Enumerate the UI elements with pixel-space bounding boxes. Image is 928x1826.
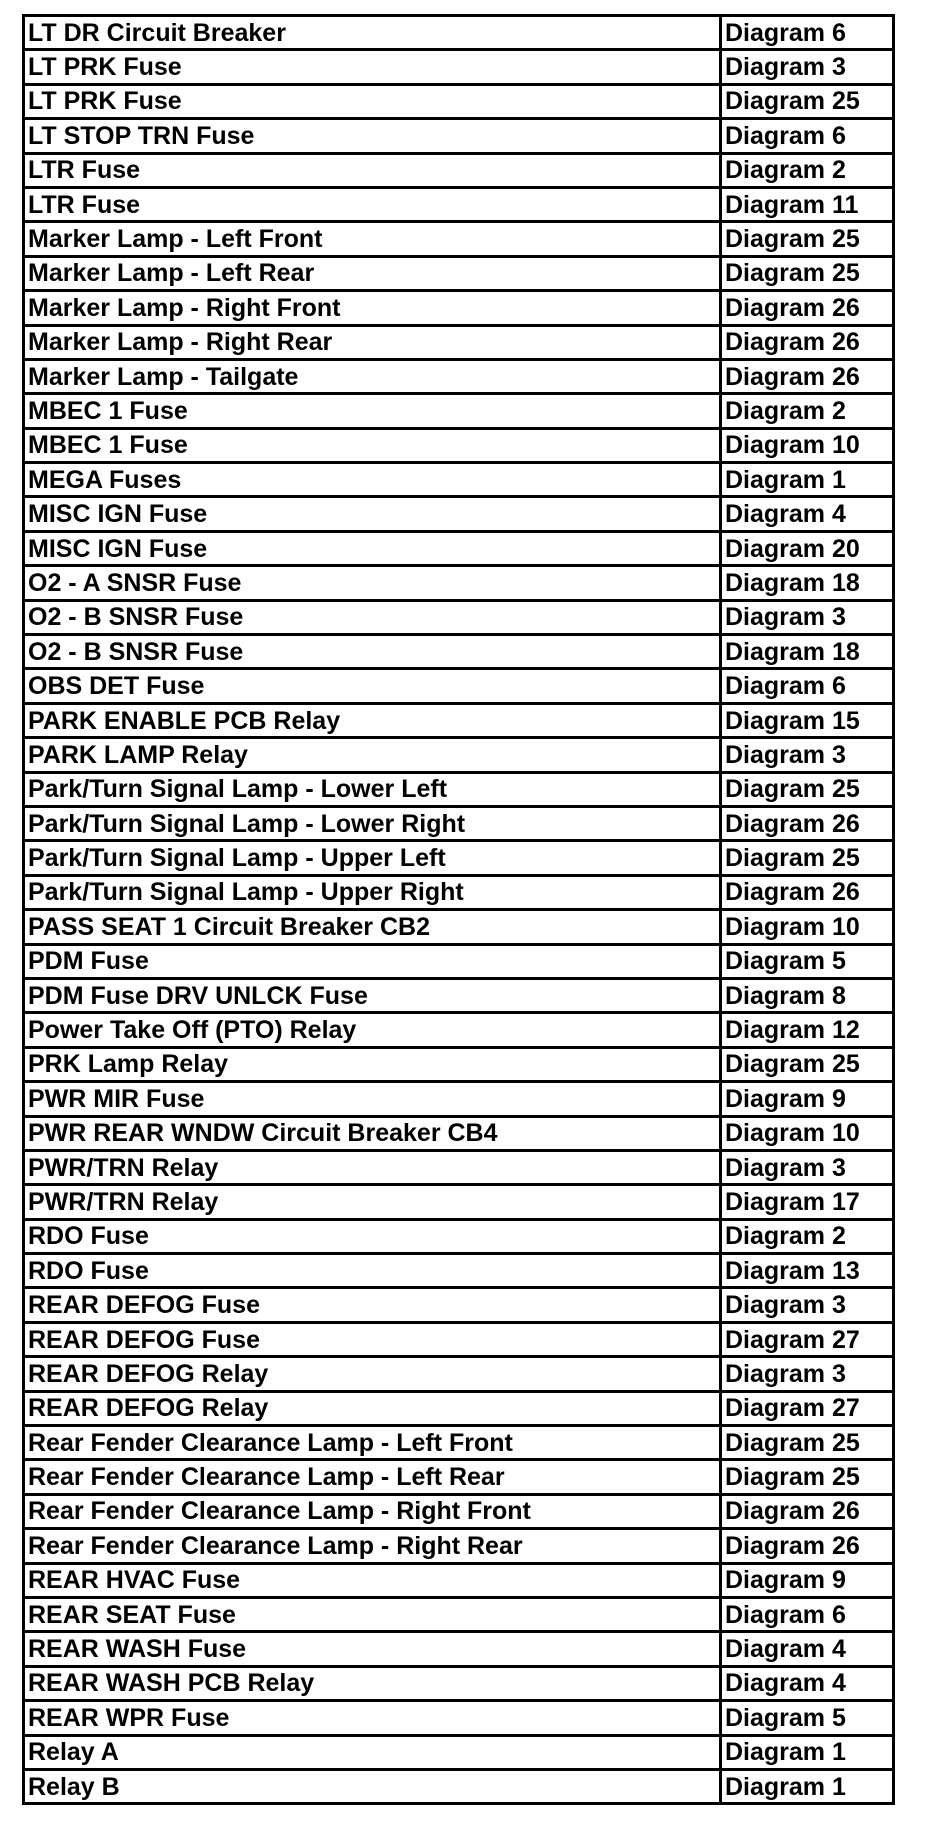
component-name-cell: Marker Lamp - Tailgate [24, 359, 721, 393]
diagram-reference-cell: Diagram 1 [721, 463, 894, 497]
table-row [24, 944, 894, 978]
diagram-reference-cell: Diagram 2 [721, 394, 894, 428]
table-row [24, 738, 894, 772]
diagram-reference-cell: Diagram 27 [721, 1322, 894, 1356]
diagram-reference-cell: Diagram 10 [721, 428, 894, 462]
diagram-reference-cell: Diagram 25 [721, 772, 894, 806]
component-index-table-wrapper [22, 14, 892, 1805]
table-row [24, 910, 894, 944]
diagram-reference-cell: Diagram 25 [721, 1460, 894, 1494]
diagram-reference-cell: Diagram 5 [721, 944, 894, 978]
table-row [24, 772, 894, 806]
component-name-cell: MEGA Fuses [24, 463, 721, 497]
diagram-reference-cell: Diagram 2 [721, 1219, 894, 1253]
table-row [24, 256, 894, 290]
component-name-cell: OBS DET Fuse [24, 669, 721, 703]
table-row [24, 1082, 894, 1116]
table-row [24, 119, 894, 153]
diagram-reference-cell: Diagram 3 [721, 50, 894, 84]
table-row [24, 875, 894, 909]
component-name-cell: REAR DEFOG Fuse [24, 1288, 721, 1322]
table-row [24, 703, 894, 737]
component-name-cell: Marker Lamp - Left Front [24, 222, 721, 256]
diagram-reference-cell: Diagram 13 [721, 1254, 894, 1288]
component-name-cell: Rear Fender Clearance Lamp - Right Rear [24, 1529, 721, 1563]
diagram-reference-cell: Diagram 6 [721, 119, 894, 153]
component-name-cell: RDO Fuse [24, 1254, 721, 1288]
table-row [24, 1357, 894, 1391]
table-row [24, 1460, 894, 1494]
diagram-reference-cell: Diagram 2 [721, 153, 894, 187]
diagram-reference-cell: Diagram 26 [721, 291, 894, 325]
component-name-cell: REAR DEFOG Relay [24, 1391, 721, 1425]
diagram-reference-cell: Diagram 6 [721, 1597, 894, 1631]
component-name-cell: LTR Fuse [24, 187, 721, 221]
component-name-cell: REAR WASH Fuse [24, 1632, 721, 1666]
diagram-reference-cell: Diagram 3 [721, 1150, 894, 1184]
table-row [24, 566, 894, 600]
table-row [24, 394, 894, 428]
diagram-reference-cell: Diagram 9 [721, 1082, 894, 1116]
component-name-cell: PDM Fuse [24, 944, 721, 978]
component-name-cell: Marker Lamp - Left Rear [24, 256, 721, 290]
component-name-cell: MBEC 1 Fuse [24, 428, 721, 462]
component-name-cell: REAR WASH PCB Relay [24, 1666, 721, 1700]
table-row [24, 1597, 894, 1631]
diagram-reference-cell: Diagram 26 [721, 325, 894, 359]
component-name-cell: MBEC 1 Fuse [24, 394, 721, 428]
table-row [24, 1632, 894, 1666]
component-name-cell: REAR HVAC Fuse [24, 1563, 721, 1597]
diagram-reference-cell: Diagram 12 [721, 1013, 894, 1047]
component-name-cell: Marker Lamp - Right Front [24, 291, 721, 325]
table-row [24, 669, 894, 703]
component-name-cell: PASS SEAT 1 Circuit Breaker CB2 [24, 910, 721, 944]
component-name-cell: Park/Turn Signal Lamp - Upper Right [24, 875, 721, 909]
table-row [24, 841, 894, 875]
table-row [24, 1047, 894, 1081]
component-name-cell: LT STOP TRN Fuse [24, 119, 721, 153]
table-row [24, 428, 894, 462]
table-row [24, 291, 894, 325]
component-name-cell: PDM Fuse DRV UNLCK Fuse [24, 978, 721, 1012]
component-name-cell: PARK LAMP Relay [24, 738, 721, 772]
component-name-cell: Relay A [24, 1735, 721, 1769]
component-name-cell: LT PRK Fuse [24, 84, 721, 118]
table-row [24, 1254, 894, 1288]
component-name-cell: PWR/TRN Relay [24, 1185, 721, 1219]
diagram-reference-cell: Diagram 3 [721, 600, 894, 634]
component-name-cell: LT DR Circuit Breaker [24, 16, 721, 50]
table-row [24, 359, 894, 393]
table-row [24, 1013, 894, 1047]
component-name-cell: LT PRK Fuse [24, 50, 721, 84]
diagram-reference-cell: Diagram 4 [721, 1632, 894, 1666]
component-name-cell: Park/Turn Signal Lamp - Lower Left [24, 772, 721, 806]
table-body [24, 16, 894, 1804]
table-row [24, 1322, 894, 1356]
table-row [24, 50, 894, 84]
diagram-reference-cell: Diagram 26 [721, 1529, 894, 1563]
diagram-reference-cell: Diagram 27 [721, 1391, 894, 1425]
component-name-cell: PWR/TRN Relay [24, 1150, 721, 1184]
table-row [24, 1150, 894, 1184]
table-row [24, 531, 894, 565]
table-row [24, 1426, 894, 1460]
table-row [24, 806, 894, 840]
component-name-cell: Park/Turn Signal Lamp - Upper Left [24, 841, 721, 875]
table-row [24, 1391, 894, 1425]
component-name-cell: PWR REAR WNDW Circuit Breaker CB4 [24, 1116, 721, 1150]
diagram-reference-cell: Diagram 26 [721, 1494, 894, 1528]
diagram-reference-cell: Diagram 10 [721, 1116, 894, 1150]
diagram-reference-cell: Diagram 9 [721, 1563, 894, 1597]
component-name-cell: O2 - A SNSR Fuse [24, 566, 721, 600]
table-row [24, 187, 894, 221]
component-name-cell: Rear Fender Clearance Lamp - Right Front [24, 1494, 721, 1528]
diagram-reference-cell: Diagram 15 [721, 703, 894, 737]
component-name-cell: REAR DEFOG Relay [24, 1357, 721, 1391]
component-name-cell: O2 - B SNSR Fuse [24, 635, 721, 669]
component-name-cell: MISC IGN Fuse [24, 531, 721, 565]
table-row [24, 463, 894, 497]
component-name-cell: Relay B [24, 1769, 721, 1803]
table-row [24, 1769, 894, 1803]
table-row [24, 1185, 894, 1219]
component-name-cell: PARK ENABLE PCB Relay [24, 703, 721, 737]
component-name-cell: O2 - B SNSR Fuse [24, 600, 721, 634]
table-row [24, 1529, 894, 1563]
table-row [24, 635, 894, 669]
component-name-cell: PRK Lamp Relay [24, 1047, 721, 1081]
diagram-reference-cell: Diagram 17 [721, 1185, 894, 1219]
component-name-cell: Rear Fender Clearance Lamp - Left Rear [24, 1460, 721, 1494]
table-row [24, 153, 894, 187]
component-name-cell: Park/Turn Signal Lamp - Lower Right [24, 806, 721, 840]
diagram-reference-cell: Diagram 8 [721, 978, 894, 1012]
diagram-reference-cell: Diagram 1 [721, 1769, 894, 1803]
component-name-cell: Power Take Off (PTO) Relay [24, 1013, 721, 1047]
diagram-reference-cell: Diagram 25 [721, 1047, 894, 1081]
table-row [24, 1116, 894, 1150]
table-row [24, 222, 894, 256]
diagram-reference-cell: Diagram 5 [721, 1701, 894, 1735]
diagram-reference-cell: Diagram 25 [721, 841, 894, 875]
diagram-reference-cell: Diagram 3 [721, 738, 894, 772]
table-row [24, 1701, 894, 1735]
table-row [24, 1219, 894, 1253]
diagram-reference-cell: Diagram 25 [721, 84, 894, 118]
diagram-reference-cell: Diagram 20 [721, 531, 894, 565]
diagram-reference-cell: Diagram 11 [721, 187, 894, 221]
diagram-reference-cell: Diagram 6 [721, 669, 894, 703]
diagram-reference-cell: Diagram 4 [721, 1666, 894, 1700]
component-index-table [22, 14, 895, 1805]
component-name-cell: Rear Fender Clearance Lamp - Left Front [24, 1426, 721, 1460]
table-row [24, 1288, 894, 1322]
component-name-cell: Marker Lamp - Right Rear [24, 325, 721, 359]
table-row [24, 497, 894, 531]
component-name-cell: RDO Fuse [24, 1219, 721, 1253]
diagram-reference-cell: Diagram 25 [721, 1426, 894, 1460]
table-row [24, 325, 894, 359]
diagram-reference-cell: Diagram 3 [721, 1288, 894, 1322]
diagram-reference-cell: Diagram 26 [721, 875, 894, 909]
component-name-cell: PWR MIR Fuse [24, 1082, 721, 1116]
table-row [24, 978, 894, 1012]
diagram-reference-cell: Diagram 18 [721, 566, 894, 600]
diagram-reference-cell: Diagram 10 [721, 910, 894, 944]
component-name-cell: MISC IGN Fuse [24, 497, 721, 531]
table-row [24, 16, 894, 50]
component-name-cell: REAR WPR Fuse [24, 1701, 721, 1735]
table-row [24, 600, 894, 634]
diagram-reference-cell: Diagram 3 [721, 1357, 894, 1391]
diagram-reference-cell: Diagram 1 [721, 1735, 894, 1769]
table-row [24, 84, 894, 118]
diagram-reference-cell: Diagram 26 [721, 806, 894, 840]
table-row [24, 1494, 894, 1528]
diagram-reference-cell: Diagram 26 [721, 359, 894, 393]
diagram-reference-cell: Diagram 25 [721, 222, 894, 256]
table-row [24, 1563, 894, 1597]
table-row [24, 1666, 894, 1700]
component-name-cell: LTR Fuse [24, 153, 721, 187]
diagram-reference-cell: Diagram 18 [721, 635, 894, 669]
diagram-reference-cell: Diagram 4 [721, 497, 894, 531]
component-name-cell: REAR DEFOG Fuse [24, 1322, 721, 1356]
table-row [24, 1735, 894, 1769]
diagram-reference-cell: Diagram 6 [721, 16, 894, 50]
component-name-cell: REAR SEAT Fuse [24, 1597, 721, 1631]
diagram-reference-cell: Diagram 25 [721, 256, 894, 290]
